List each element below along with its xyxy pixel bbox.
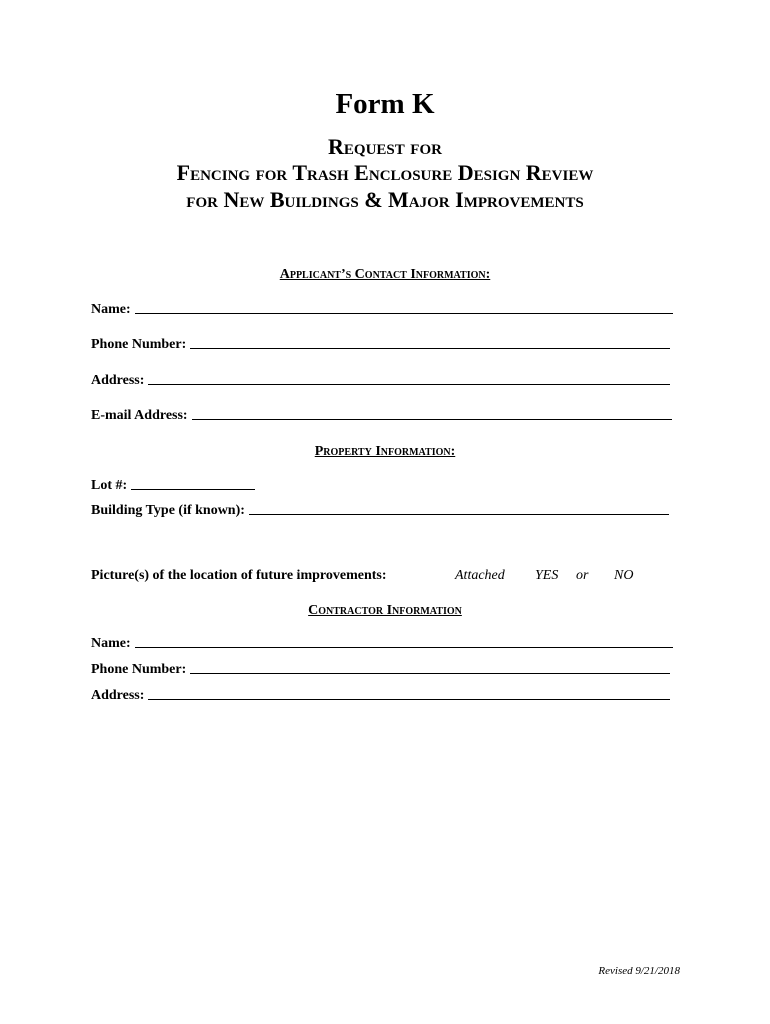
revised-date: Revised 9/21/2018 bbox=[598, 965, 680, 977]
yes-option[interactable]: YES bbox=[535, 568, 559, 583]
applicant-email-label: E-mail Address: bbox=[91, 408, 188, 423]
contractor-name-field[interactable] bbox=[91, 634, 673, 653]
applicant-address-field[interactable] bbox=[91, 371, 670, 390]
property-heading-text: Property Information: bbox=[314, 444, 456, 459]
contractor-address-line[interactable] bbox=[148, 687, 670, 700]
applicant-email-field[interactable] bbox=[91, 406, 672, 425]
property-section-heading bbox=[0, 443, 770, 461]
applicant-address-label: Address: bbox=[91, 373, 145, 388]
lot-line[interactable] bbox=[131, 477, 255, 490]
or-text: or bbox=[576, 568, 589, 583]
building-type-label: Building Type (if known): bbox=[91, 503, 245, 518]
applicant-address-line[interactable] bbox=[148, 372, 670, 385]
pictures-question: Picture(s) of the location of future improvements: bbox=[91, 568, 387, 583]
contractor-phone-line[interactable] bbox=[190, 661, 670, 674]
contractor-name-line[interactable] bbox=[135, 635, 673, 648]
subtitle-line-1: Request for bbox=[328, 134, 442, 159]
lot-field[interactable] bbox=[91, 476, 255, 495]
lot-label: Lot #: bbox=[91, 478, 128, 493]
subtitle-line-3: for New Buildings & Major Improvements bbox=[186, 187, 584, 212]
building-type-field[interactable] bbox=[91, 501, 669, 520]
applicant-name-label: Name: bbox=[91, 302, 131, 317]
form-title: Form K bbox=[335, 88, 435, 120]
applicant-name-line[interactable] bbox=[135, 301, 673, 314]
contractor-heading-text: Contractor Information bbox=[308, 603, 462, 618]
building-type-line[interactable] bbox=[249, 502, 669, 515]
applicant-name-field[interactable] bbox=[91, 300, 673, 319]
contractor-name-label: Name: bbox=[91, 636, 131, 651]
contractor-section-heading bbox=[0, 602, 770, 620]
applicant-section-heading bbox=[0, 266, 770, 284]
applicant-heading-text: Applicant’s Contact Information: bbox=[279, 267, 491, 282]
subtitle-line-2: Fencing for Trash Enclosure Design Review bbox=[176, 160, 594, 185]
applicant-email-line[interactable] bbox=[192, 407, 672, 420]
applicant-phone-field[interactable] bbox=[91, 335, 670, 354]
attached-label: Attached bbox=[455, 568, 505, 583]
pictures-row bbox=[91, 567, 691, 585]
contractor-address-field[interactable] bbox=[91, 686, 670, 705]
applicant-phone-label: Phone Number: bbox=[91, 337, 187, 352]
contractor-phone-field[interactable] bbox=[91, 660, 670, 679]
contractor-phone-label: Phone Number: bbox=[91, 662, 187, 677]
contractor-address-label: Address: bbox=[91, 688, 145, 703]
applicant-phone-line[interactable] bbox=[190, 336, 670, 349]
no-option[interactable]: NO bbox=[614, 568, 634, 583]
